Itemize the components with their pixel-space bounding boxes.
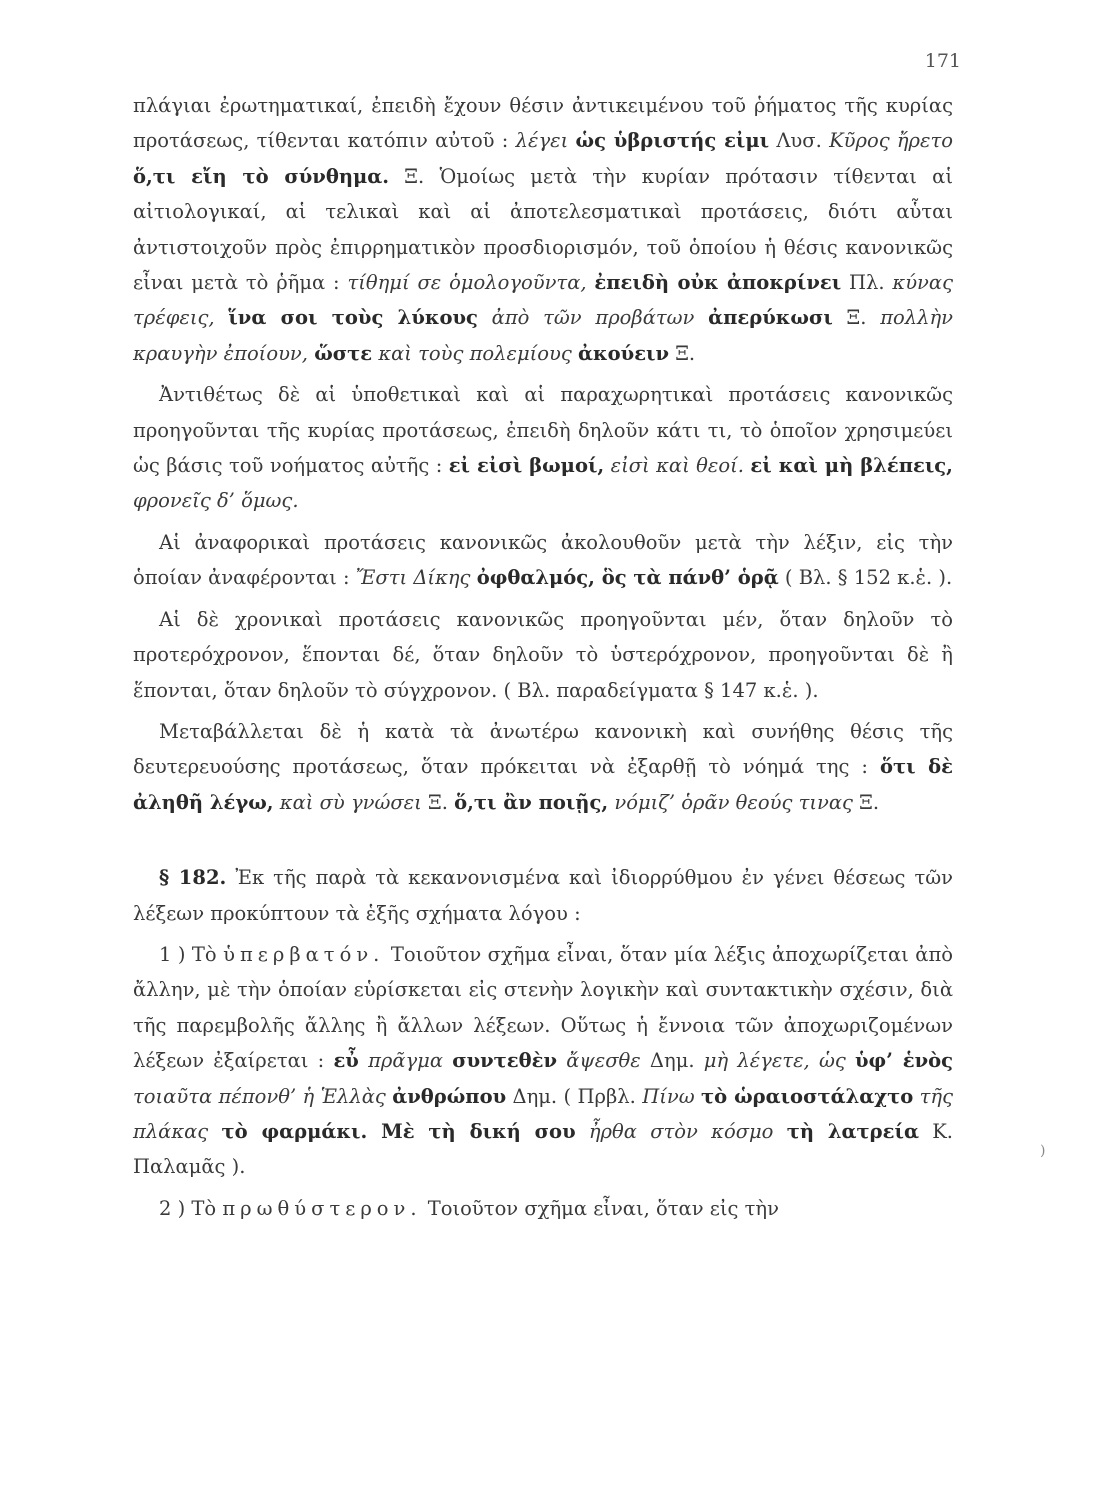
paragraph-syntax-objects: πλάγιαι ἐρωτηματικαί, ἐπειδὴ ἔχουν θέσιν ἀντικειμένου τοῦ ῥήματος τῆς κυρίας προτάσεως, τίθενται κατόπιν αὐτοῦ : λέγει ὡς ὑβριστής εἰμι Λυσ. Κῦρος ἤρετο ὅ,τι εἴη τὸ σύνθημα. Ξ. Ὁμοίως μετὰ τὴν κυρίαν πρότασιν τίθενται αἱ αἰτιολογικαί, αἱ τελικαὶ καὶ αἱ ἀποτελεσματικαὶ προτάσεις, διότι αὗται ἀντιστοιχοῦν πρὸς ἐπιρρηματικὸν προσδιορισμόν, τοῦ ὁποίου ἡ θέσις κανονικῶς εἶναι μετὰ τὸ ῥῆμα : τίθημί σε ὁμολογοῦντα, ἐπειδὴ οὐκ ἀποκρίνει Πλ. κύνας τρέφεις, ἵνα σοι τοὺς λύκους ἀπὸ τῶν προβάτων ἀπερύκωσι Ξ. πολλὴν κραυγὴν ἐποίουν, ὥστε καὶ τοὺς πολεμίους ἀκούειν Ξ. — [133, 94, 954, 365]
paragraph-temporal-clauses: Αἱ δὲ χρονικαὶ προτάσεις κανονικῶς προηγοῦνται μέν, ὅταν δηλοῦν τὸ προτερόχρονον, ἕπονται δέ, ὅταν δηλοῦν τὸ ὑστερόχρονον, προηγοῦνται δὲ ἢ ἕπονται, ὅταν δηλοῦν τὸ σύγχρονον. ( Βλ. παραδείγματα § 147 κ.ἑ. ). — [133, 607, 953, 702]
paragraph-hysteron-proteron: 2 ) Τὸ πρωθύστερον. Τοιοῦτον σχῆμα εἶναι, ὅταν εἰς τὴν — [159, 1196, 779, 1220]
paragraph-relative-clauses: Αἱ ἀναφορικαὶ προτάσεις κανονικῶς ἀκολουθοῦν μετὰ τὴν λέξιν, εἰς τὴν ὁποίαν ἀναφέρονται : Ἔστι Δίκης ὀφθαλμός, ὃς τὰ πάνθ’ ὁρᾷ ( Βλ. § 152 κ.ἑ. ). — [133, 530, 953, 590]
page-body — [133, 88, 953, 1232]
term-hysteron-proteron: πρωθύστερον. — [222, 1196, 422, 1220]
section-number: § 182. — [159, 866, 227, 890]
term-hyperbaton: ὑπερβατόν. — [223, 942, 385, 966]
margin-mark: ) — [1040, 1143, 1046, 1159]
paragraph-position-change: Μεταβάλλεται δὲ ἡ κατὰ τὰ ἀνωτέρω κανονικὴ καὶ συνήθης θέσις τῆς δευτερευούσης προτάσεως, ὅταν πρόκειται νὰ ἐξαρθῇ τὸ νόημά της : ὅτι δὲ ἀληθῆ λέγω, καὶ σὺ γνώσει Ξ. ὅ,τι ἂν ποιῇς, νόμιζ’ ὁρᾶν θεούς τινας Ξ. — [133, 719, 953, 814]
page-number: 171 — [924, 50, 961, 72]
section-182-heading: § 182. Ἐκ τῆς παρὰ τὰ κεκανονισμένα καὶ ἰδιορρύθμου ἐν γένει θέσεως τῶν λέξεων προκύπτουν τὰ ἑξῆς σχήματα λόγου : — [133, 866, 953, 925]
paragraph-hyperbaton: 1 ) Τὸ ὑπερβατόν. Τοιοῦτον σχῆμα εἶναι, ὅταν μία λέξις ἀποχωρίζεται ἀπὸ ἄλλην, μὲ τὴν ὁποίαν εὑρίσκεται εἰς στενὴν λογικὴν καὶ συντακτικὴν σχέσιν, διὰ τῆς παρεμβολῆς ἄλλης ἢ ἄλλων λέξεων. Οὕτως ἡ ἔννοια τῶν ἀποχωριζομένων λέξεων ἐξαίρεται : εὖ πρᾶγμα συντεθὲν ἄψεσθε Δημ. μὴ λέγετε, ὡς ὑφ’ ἑνὸς τοιαῦτα πέπονθ’ ἡ Ἑλλὰς ἀνθρώπου Δημ. ( Πρβλ. Πίνω τὸ ὡραιοστάλαχτο τῆς πλάκας τὸ φαρμάκι. Μὲ τὴ δική σου ἦρθα στὸν κόσμο τὴ λατρεία Κ. Παλαμᾶς ). — [133, 942, 954, 1179]
paragraph-conditional-clauses: Ἀντιθέτως δὲ αἱ ὑποθετικαὶ καὶ αἱ παραχωρητικαὶ προτάσεις κανονικῶς προηγοῦνται τῆς κυρίας προτάσεως, ἐπειδὴ δηλοῦν κάτι τι, τὸ ὁποῖον χρησιμεύει ὡς βάσις τοῦ νοήματος αὐτῆς : εἰ εἰσὶ βωμοί, εἰσὶ καὶ θεοί. εἰ καὶ μὴ βλέπεις, φρονεῖς δ’ ὅμως. — [133, 383, 953, 513]
